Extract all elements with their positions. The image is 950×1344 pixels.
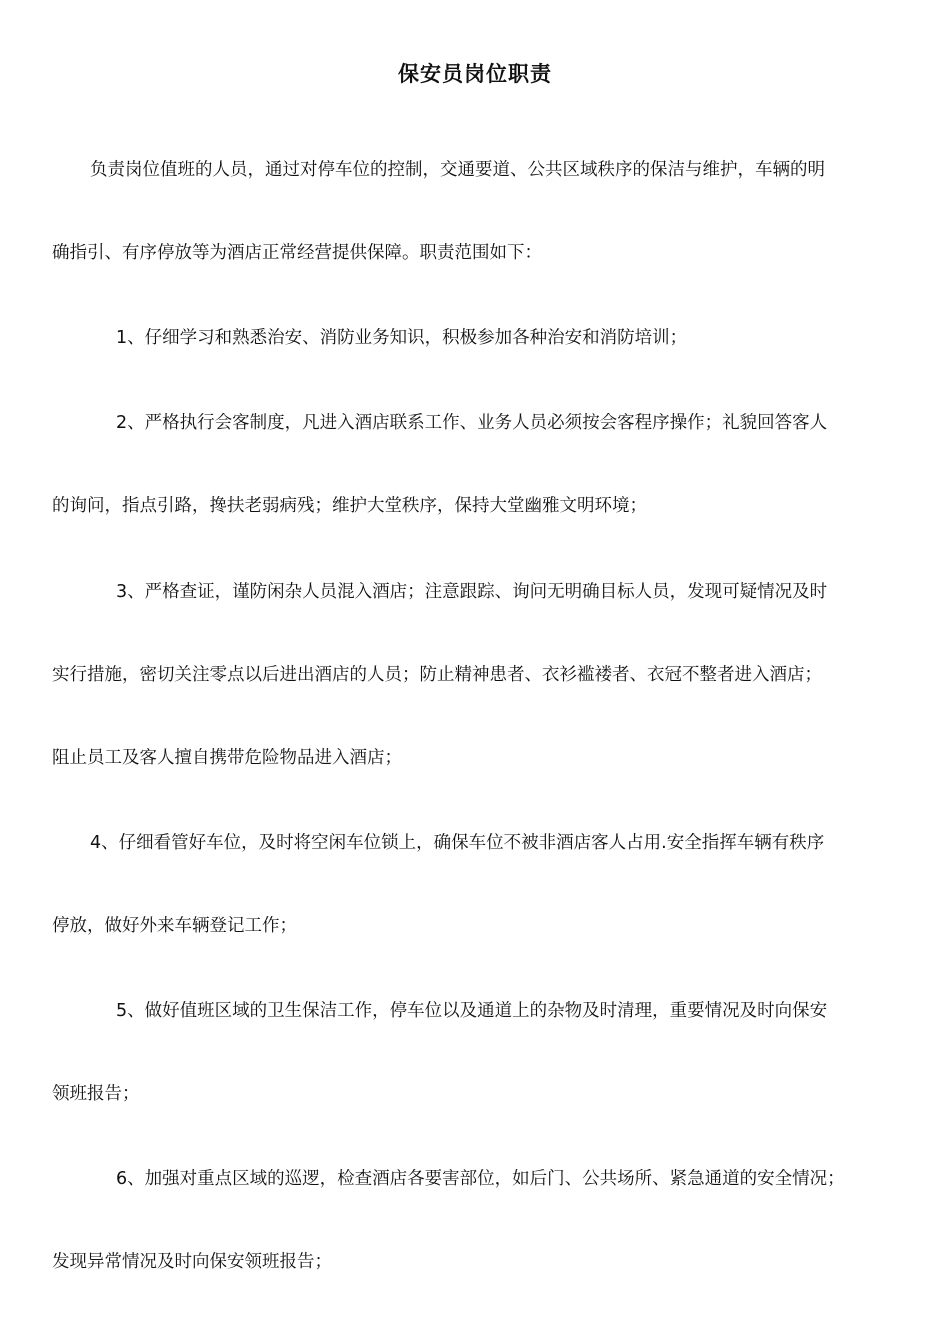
duty-item-6-line-2: 发现异常情况及时向保安领班报告；	[52, 1252, 332, 1272]
document-title: 保安员岗位职责	[398, 61, 552, 86]
intro-line-1: 负责岗位值班的人员，通过对停车位的控制，交通要道、公共区域秩序的保洁与维护，车辆的明	[90, 160, 825, 180]
duty-item-6-line-1: 6、加强对重点区域的巡逻，检查酒店各要害部位，如后门、公共场所、紧急通道的安全情况；	[116, 1169, 845, 1189]
duty-item-3-line-3: 阻止员工及客人擅自携带危险物品进入酒店；	[52, 748, 402, 768]
duty-item-2-line-1: 2、严格执行会客制度，凡进入酒店联系工作、业务人员必须按会客程序操作；礼貌回答客人	[116, 413, 828, 433]
intro-line-2: 确指引、有序停放等为酒店正常经营提供保障。职责范围如下：	[52, 243, 542, 263]
duty-item-2-line-2: 的询问，指点引路，搀扶老弱病残；维护大堂秩序，保持大堂幽雅文明环境；	[52, 496, 647, 516]
duty-item-3-line-1: 3、严格查证，谨防闲杂人员混入酒店；注意跟踪、询问无明确目标人员，发现可疑情况及时	[116, 582, 828, 602]
duty-item-4-line-2: 停放，做好外来车辆登记工作；	[52, 916, 297, 936]
duty-item-4-line-1: 4、仔细看管好车位，及时将空闲车位锁上，确保车位不被非酒店客人占用.安全指挥车辆有秩序	[90, 833, 825, 853]
duty-item-5-line-2: 领班报告；	[52, 1084, 140, 1104]
duty-item-5-line-1: 5、做好值班区域的卫生保洁工作，停车位以及通道上的杂物及时清理，重要情况及时向保安	[116, 1001, 828, 1021]
duty-item-1-line-1: 1、仔细学习和熟悉治安、消防业务知识，积极参加各种治安和消防培训；	[116, 328, 688, 348]
duty-item-3-line-2: 实行措施，密切关注零点以后进出酒店的人员；防止精神患者、衣衫褴褛者、衣冠不整者进入酒店；	[52, 665, 822, 685]
